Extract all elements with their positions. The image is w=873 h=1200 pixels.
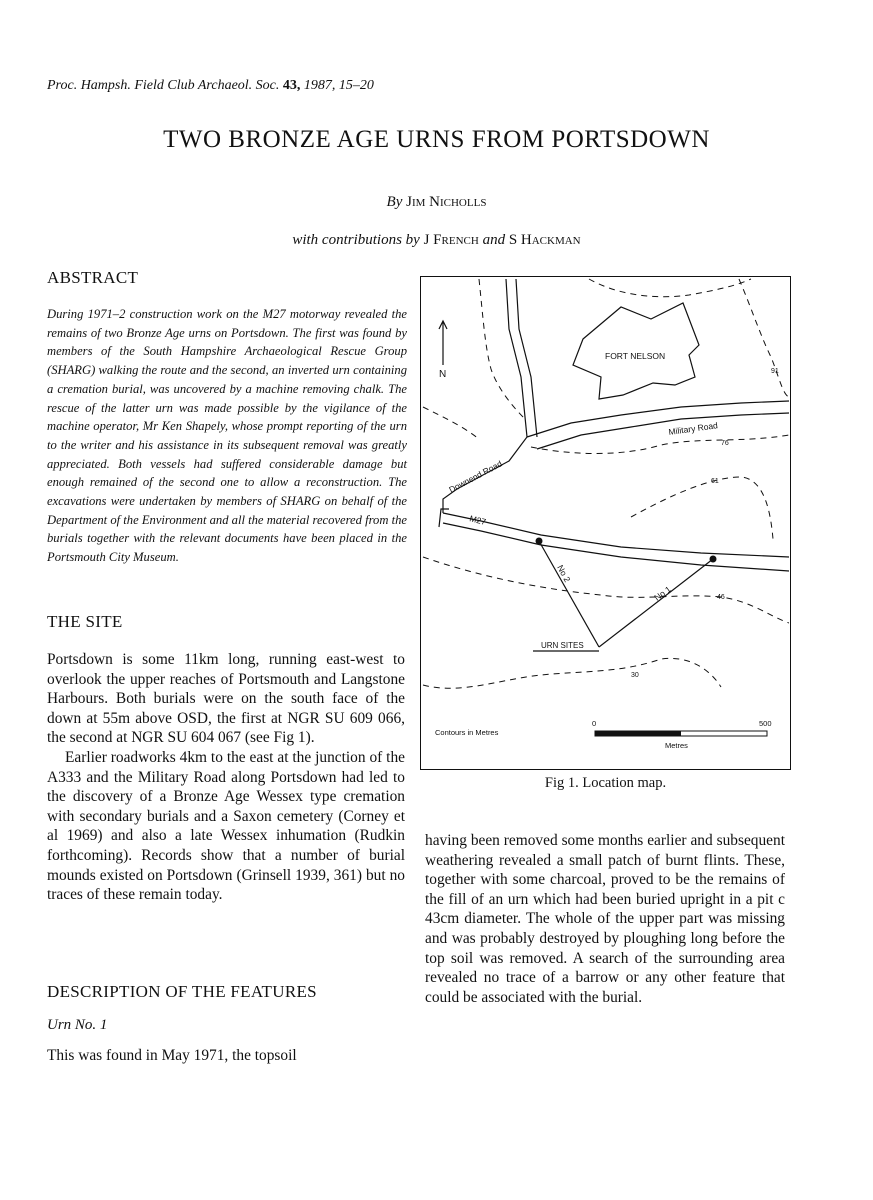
contour-line-west — [479, 279, 525, 419]
urn-1-subheading: Urn No. 1 — [47, 1017, 108, 1033]
contour-line-91 — [739, 279, 789, 397]
urn-2-line — [539, 541, 599, 647]
contour-line-far-west — [423, 407, 479, 439]
site-section — [47, 650, 405, 905]
contours-label: Contours in Metres — [435, 728, 499, 737]
location-map-svg — [421, 277, 789, 768]
contour-line-north — [589, 279, 751, 297]
urn-1-label: No 1 — [652, 583, 673, 603]
features-paragraph-1: This was found in May 1971, the topsoil — [47, 1047, 297, 1064]
contour-line-30 — [423, 658, 721, 688]
contributors-line: with contributions by J French and S Hackman — [292, 232, 581, 248]
abstract-text: During 1971–2 construction work on the M27 motorway revealed the remains of two Bronze Age urns on Portsdown. The first was found by members of the South Hampshire Archaeological Rescue Group (SHARG) walking the route and the second, an inverted urn containing a cremation burial, was uncovered by a machine removing chalk. The rescue of the latter urn was made possible by the vigilance of the machine operator, Mr Ken Shapely, whose prompt reporting of the urn to the writer and his assistance in its subsequent removal was greatly appreciated. Both vessels had suffered considerable damage but enough remained of the second one to allow a reconstruction. The excavations were undertaken by members of SHARG on behalf of the Department of the Environment and all the material recovered from the burials together with the relevant documents have been placed in the Portsmouth City Museum. — [47, 307, 407, 565]
m27-north-edge — [443, 513, 789, 557]
article-title: TWO BRONZE AGE URNS FROM PORTSDOWN — [163, 126, 710, 153]
site-heading: THE SITE — [47, 612, 123, 631]
features-heading: DESCRIPTION OF THE FEATURES — [47, 982, 317, 1001]
contour-line-61 — [631, 477, 773, 539]
scale-bar-fill — [595, 731, 681, 736]
urn-1-marker — [710, 556, 717, 563]
right-column-text: having been removed some months earlier and subsequent weathering revealed a small patch of burnt flints. These, together with some charcoal, proved to be the remains of the fill of an urn which had been buried upright in a pit c 43cm diameter. The whole of the upper part was missing and was probably destroyed by ploughing long before the top soil was removed. A search of the surrounding area revealed no trace of a barrow or any other feature that could be associated with the burial. — [425, 832, 785, 1006]
volume-number: 43, — [282, 78, 301, 93]
scale-zero-label: 0 — [592, 719, 597, 728]
urn-2-marker — [536, 538, 543, 545]
contour-30-label: 30 — [631, 672, 639, 679]
north-label: N — [439, 369, 447, 380]
journal-citation: Proc. Hampsh. Field Club Archaeol. Soc. 43, 1987, 15–20 — [47, 78, 374, 93]
contour-76-label: 76 — [721, 440, 729, 447]
downend-road-label: Downend Road — [447, 458, 504, 495]
military-road-line — [527, 401, 789, 437]
scale-unit-label: Metres — [665, 741, 688, 750]
location-map — [420, 276, 791, 770]
urn-sites-label: URN SITES — [541, 641, 584, 650]
m27-south-edge — [443, 523, 789, 571]
author-name: Jim Nicholls — [406, 194, 487, 210]
author-byline: By Jim Nicholls — [386, 194, 487, 210]
figure-caption: Fig 1. Location map. — [544, 775, 667, 791]
military-road-line-2 — [537, 413, 789, 449]
road-west-line — [443, 279, 527, 513]
fort-nelson-label: FORT NELSON — [605, 351, 666, 361]
site-paragraph-1: Portsdown is some 11km long, running east-west to overlook the upper reaches of Portsmouth and Langstone Harbours. Both burials were on the south face of the down at 55m above OSD, the first at NGR SU 609 066, the second at NGR SU 604 067 (see Fig 1). — [47, 651, 405, 747]
urn-1-line — [599, 559, 713, 647]
scale-max-label: 500 — [759, 719, 772, 728]
contour-46-label: 46 — [717, 594, 725, 601]
urn-2-label: No 2 — [555, 563, 573, 584]
contour-61-label: 61 — [711, 478, 719, 485]
site-paragraph-2: Earlier roadworks 4km to the east at the junction of the A333 and the Military Road along Portsdown had led to the discovery of a Bronze Age Wessex type cremation with secondary burials and a Saxon cemetery (Corney et al 1969) and also a late Wessex inhumation (Rudkin forthcoming). Records show that a number of burial mounds existed on Portsdown (Grinsell 1939, 361) but no traces of these remain today. — [47, 748, 405, 904]
m27-label: M27 — [468, 513, 487, 527]
contour-91-label: 91 — [771, 368, 779, 375]
military-road-label: Military Road — [667, 420, 719, 437]
abstract-heading: ABSTRACT — [47, 268, 139, 287]
contour-line-76 — [531, 435, 789, 454]
